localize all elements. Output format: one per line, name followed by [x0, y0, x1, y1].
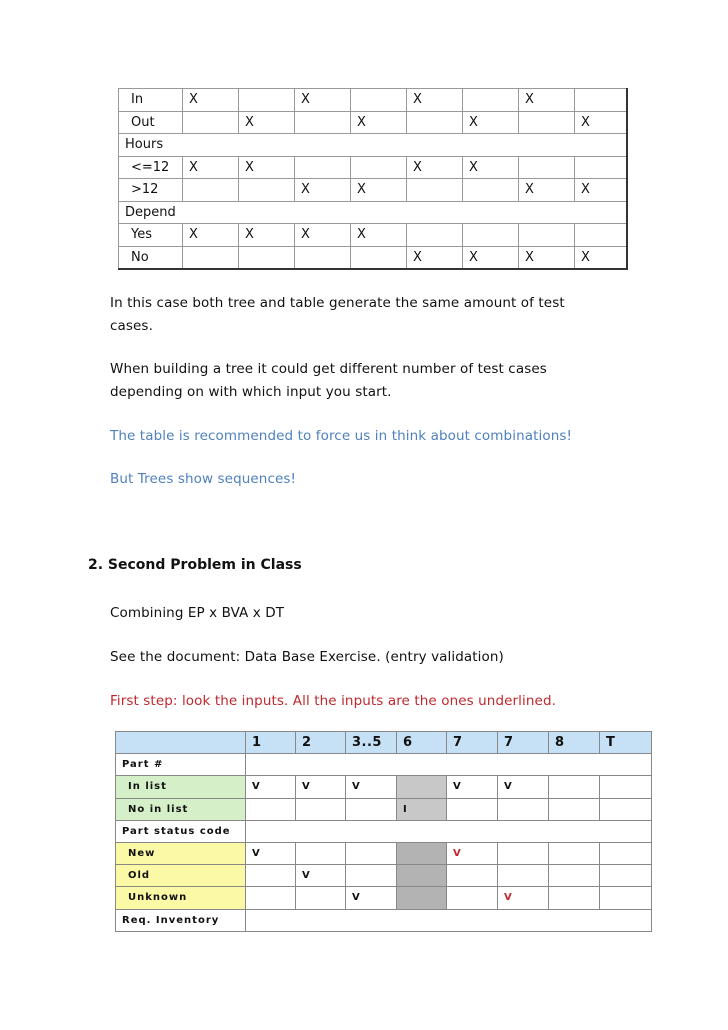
table-cell: [351, 156, 407, 179]
table-cell: [407, 179, 463, 202]
table-cell: [498, 798, 549, 820]
header-cell: [116, 732, 246, 754]
table-cell: X: [519, 89, 575, 112]
header-cell: 7: [498, 732, 549, 754]
table-cell: [296, 842, 346, 864]
table-cell: [600, 842, 652, 864]
table-cell: [346, 842, 397, 864]
row-label: Yes: [119, 224, 183, 247]
table-cell: V: [447, 776, 498, 798]
text-line: cases.: [110, 318, 153, 334]
table-cell: [447, 887, 498, 909]
table-cell: X: [351, 179, 407, 202]
table-cell: V: [246, 842, 296, 864]
table-row: [116, 842, 652, 864]
table-cell: [346, 798, 397, 820]
header-row: [116, 732, 652, 754]
table-cell: X: [575, 246, 627, 269]
table-cell: V: [498, 887, 549, 909]
section-label: Hours: [119, 134, 627, 157]
table-row: [119, 111, 627, 134]
table-cell: [246, 820, 652, 842]
table-cell: [246, 754, 652, 776]
header-cell: T: [600, 732, 652, 754]
table-cell: [295, 246, 351, 269]
table-cell: V: [346, 776, 397, 798]
table-cell: X: [239, 156, 295, 179]
table-cell: V: [447, 842, 498, 864]
table-cell: [346, 865, 397, 887]
paragraph-first-step: First step: look the inputs. All the inputs are the ones underlined.: [110, 693, 557, 709]
header-cell: 8: [549, 732, 600, 754]
table-cell: [575, 156, 627, 179]
table-cell: X: [463, 246, 519, 269]
table-cell: [575, 89, 627, 112]
paragraph-see-document: See the document: Data Base Exercise. (entry validation): [110, 649, 504, 665]
section-label: Part status code: [116, 820, 246, 842]
table-cell: [407, 224, 463, 247]
decision-table-1: [118, 88, 628, 270]
table-cell: [519, 224, 575, 247]
table-cell: X: [519, 246, 575, 269]
table-cell: X: [183, 89, 239, 112]
table-cell: X: [295, 89, 351, 112]
table-cell: V: [296, 776, 346, 798]
table-cell: V: [498, 776, 549, 798]
table-cell: [183, 246, 239, 269]
header-cell: 7: [447, 732, 498, 754]
table-cell: X: [463, 156, 519, 179]
table-cell: [183, 111, 239, 134]
table-cell: [246, 887, 296, 909]
table-cell: [246, 865, 296, 887]
table-cell: [407, 111, 463, 134]
table-cell: X: [519, 179, 575, 202]
table-cell: [549, 865, 600, 887]
paragraph-combining: Combining EP x BVA x DT: [110, 605, 285, 621]
table-row: [119, 179, 627, 202]
table-cell: [600, 798, 652, 820]
paragraph-table-recommended: The table is recommended to force us in think about combinations!: [110, 428, 572, 444]
table-row: [116, 754, 652, 776]
table-cell: [351, 89, 407, 112]
table-cell: X: [463, 111, 519, 134]
table-cell: [351, 246, 407, 269]
table-cell: [447, 798, 498, 820]
table-row: [119, 89, 627, 112]
table-cell: X: [295, 179, 351, 202]
table-cell: [519, 111, 575, 134]
table-cell: [295, 156, 351, 179]
row-label: In list: [116, 776, 246, 798]
table-row: [119, 224, 627, 247]
header-cell: 1: [246, 732, 296, 754]
table-cell: [239, 89, 295, 112]
row-label: Unknown: [116, 887, 246, 909]
table-cell: X: [575, 111, 627, 134]
table-cell: X: [407, 246, 463, 269]
section-label: Part #: [116, 754, 246, 776]
table-cell: [549, 776, 600, 798]
table-cell: [463, 179, 519, 202]
header-cell: 3..5: [346, 732, 397, 754]
table-cell: [575, 224, 627, 247]
table-cell: V: [246, 776, 296, 798]
row-label: New: [116, 842, 246, 864]
table-cell: X: [351, 224, 407, 247]
header-cell: 6: [397, 732, 447, 754]
table-row: [116, 820, 652, 842]
table-cell: X: [183, 156, 239, 179]
table-cell: X: [407, 89, 463, 112]
table-row: [119, 201, 627, 224]
table-cell: [397, 842, 447, 864]
table-cell: [549, 887, 600, 909]
table-cell: V: [346, 887, 397, 909]
table-cell: [519, 156, 575, 179]
table-cell: X: [575, 179, 627, 202]
paragraph-same-amount: [110, 292, 650, 338]
table-cell: [397, 865, 447, 887]
table-cell: [447, 865, 498, 887]
decision-table-2: [115, 731, 652, 932]
table-cell: [183, 179, 239, 202]
table-row: [119, 134, 627, 157]
table-cell: [397, 887, 447, 909]
text-line: In this case both tree and table generate the same amount of test: [110, 295, 565, 311]
table-cell: [463, 224, 519, 247]
table-cell: [600, 776, 652, 798]
table-cell: X: [295, 224, 351, 247]
table-cell: [296, 798, 346, 820]
row-label: >12: [119, 179, 183, 202]
table-cell: [397, 776, 447, 798]
section-heading: 2. Second Problem in Class: [88, 557, 302, 573]
table-cell: X: [239, 111, 295, 134]
row-label: Out: [119, 111, 183, 134]
table-cell: [295, 111, 351, 134]
table-cell: I: [397, 798, 447, 820]
table-cell: X: [407, 156, 463, 179]
table-cell: [498, 842, 549, 864]
table-cell: [296, 887, 346, 909]
section-label: Req. Inventory: [116, 909, 246, 931]
table-cell: [600, 887, 652, 909]
table-row: [116, 887, 652, 909]
table-cell: X: [239, 224, 295, 247]
header-cell: 2: [296, 732, 346, 754]
table-cell: [600, 865, 652, 887]
text-line: depending on with which input you start.: [110, 384, 392, 400]
table-cell: V: [296, 865, 346, 887]
table-cell: [246, 909, 652, 931]
table-cell: [246, 798, 296, 820]
table-cell: [239, 179, 295, 202]
table-row: [116, 776, 652, 798]
section-label: Depend: [119, 201, 627, 224]
table-cell: X: [183, 224, 239, 247]
table-row: [116, 865, 652, 887]
row-label: In: [119, 89, 183, 112]
table-row: [116, 909, 652, 931]
row-label: <=12: [119, 156, 183, 179]
table-cell: [239, 246, 295, 269]
table-cell: [549, 842, 600, 864]
row-label: No: [119, 246, 183, 269]
table-cell: [549, 798, 600, 820]
paragraph-trees-sequences: But Trees show sequences!: [110, 471, 297, 487]
text-line: When building a tree it could get different number of test cases: [110, 361, 547, 377]
table-row: [116, 798, 652, 820]
paragraph-tree-building: [110, 358, 650, 404]
row-label: No in list: [116, 798, 246, 820]
table-row: [119, 156, 627, 179]
table-cell: [463, 89, 519, 112]
table-cell: X: [351, 111, 407, 134]
table-cell: [498, 865, 549, 887]
row-label: Old: [116, 865, 246, 887]
table-row: [119, 246, 627, 269]
